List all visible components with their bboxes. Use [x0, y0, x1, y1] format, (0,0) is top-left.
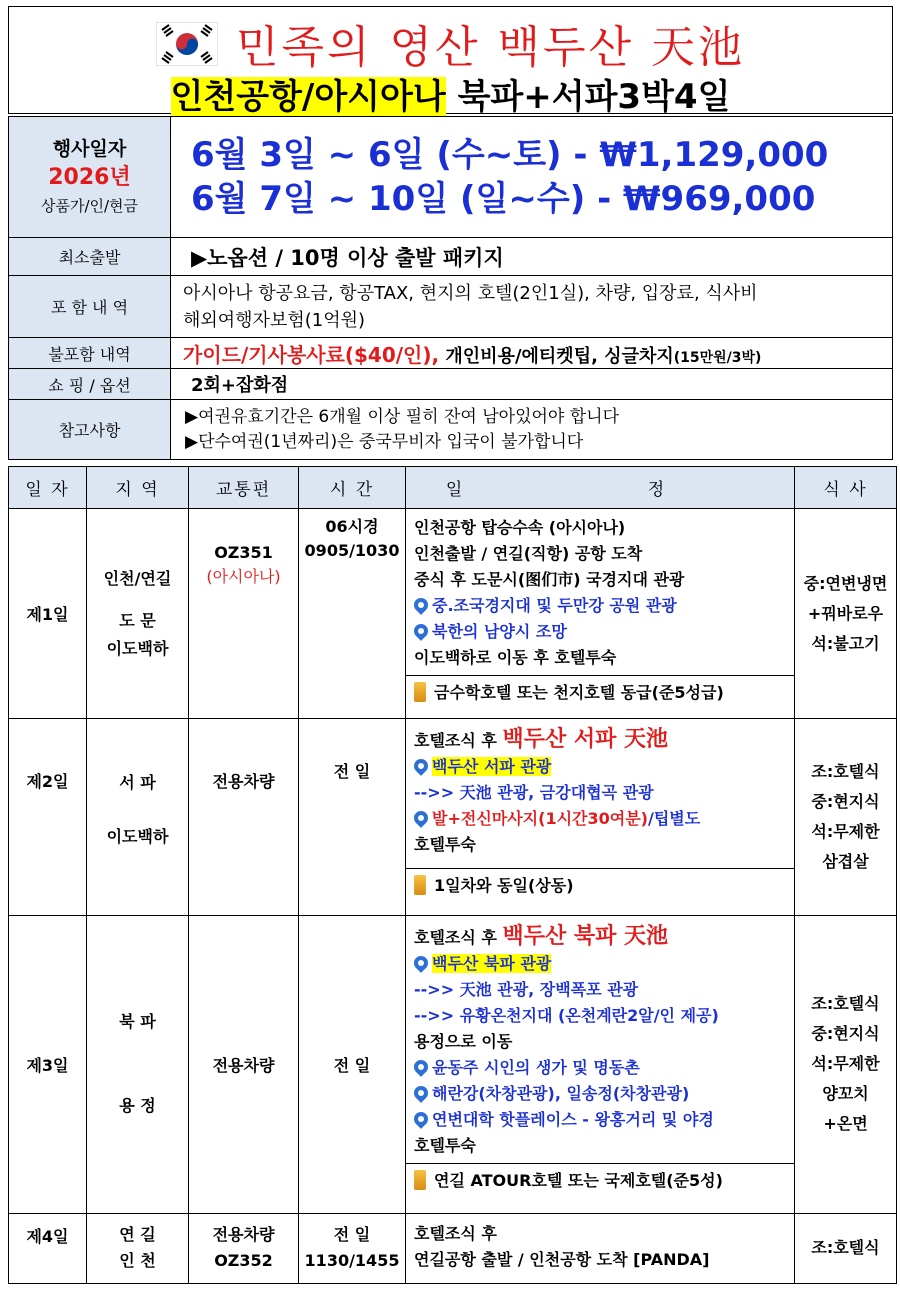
notes-row [9, 400, 893, 460]
day4-line-1: 호텔조식 후 [414, 1224, 497, 1244]
day3-sight-1: 윤동주 시인의 생가 및 명동촌 [432, 1057, 640, 1077]
notes-value [171, 400, 893, 460]
location-pin-icon [411, 595, 431, 615]
day4-transport-1: 전용차량 [212, 1225, 275, 1245]
day3-row [9, 915, 897, 1213]
day1-region-1: 인천/연길 [103, 568, 172, 588]
day2-meal-1: 조:호텔식 [811, 761, 880, 781]
day1-sight-1: 중.조국경지대 및 두만강 공원 관광 [432, 596, 677, 616]
date-row-1: 6월 3일 ~ 6일 (수~토) - ₩1,129,000 [191, 135, 829, 175]
hotel-icon [414, 1170, 426, 1190]
day3-sight-2: 해란강(차창관광), 일송정(차창관광) [432, 1083, 690, 1103]
day3-schedule [406, 915, 795, 1213]
excluded-rest: 개인비용/에티켓팁, 싱글차지 [445, 345, 674, 367]
subtitle-row [9, 69, 892, 118]
min-row [9, 238, 893, 276]
day3-meal-4: 양꼬치 [822, 1084, 869, 1104]
col-header-day: 일 자 [9, 467, 87, 509]
day1-schedule [406, 509, 795, 719]
day1-meals [795, 509, 897, 719]
day3-transport: 전용차량 [189, 915, 299, 1213]
day2-label: 제2일 [9, 719, 87, 915]
day4-meals: 조:호텔식 [795, 1213, 897, 1283]
day3-intro: 호텔조식 후 [414, 927, 497, 947]
day1-time [299, 509, 406, 719]
day4-label: 제4일 [9, 1213, 87, 1283]
day2-row [9, 719, 897, 915]
excluded-small: (15만원/3박) [673, 349, 762, 366]
day1-region-2: 도 문 [119, 610, 156, 630]
location-pin-icon [411, 621, 431, 641]
day2-intro-highlight: 백두산 서파 天池 [502, 727, 669, 753]
day3-meal-2: 중:현지식 [811, 1024, 880, 1044]
day2-region-1: 서 파 [119, 773, 156, 793]
included-value [171, 276, 893, 338]
day3-meal-5: +온면 [823, 1114, 868, 1134]
col-header-schedule: 일 정 [406, 467, 795, 509]
shopping-value: 2회+잡화점 [171, 369, 893, 400]
itinerary-header-row [9, 467, 897, 509]
excluded-red: 가이드/기사봉사료($40/인), [183, 342, 440, 367]
shopping-label: 쇼 핑 / 옵션 [9, 369, 171, 400]
location-pin-icon [411, 1057, 431, 1077]
day4-time [299, 1213, 406, 1283]
location-pin-icon [411, 1109, 431, 1129]
day1-time-2: 0905/1030 [304, 541, 400, 561]
note-line-1: ▶여권유효기간은 6개월 이상 필히 잔여 남아있어야 합니다 [185, 406, 620, 427]
notes-label: 참고사항 [9, 400, 171, 460]
itinerary-table [8, 466, 896, 1284]
day2-time: 전 일 [299, 719, 406, 915]
day1-region-3: 이도백하 [106, 638, 169, 658]
hotel-icon [414, 875, 426, 895]
day3-label: 제3일 [9, 915, 87, 1213]
day1-hotel: 금수학호텔 또는 천지호텔 동급(준5성급) [434, 683, 724, 703]
excluded-row [9, 338, 893, 369]
day1-row [9, 509, 897, 719]
day1-time-1: 06시경 [325, 517, 379, 537]
day2-arrow-line: -->> 天池 관광, 금강대협곡 관광 [414, 783, 654, 803]
day1-line-1: 인천공항 탑승수속 (아시아나) [414, 518, 626, 538]
day1-line-2: 인천출발 / 연길(직항) 공항 도착 [414, 544, 643, 564]
day2-massage: 발+전신마사지(1시간30여분) [432, 809, 648, 829]
location-pin-icon [411, 808, 431, 828]
day1-meal-2: +꿔바로우 [807, 603, 884, 623]
col-header-time: 시 간 [299, 467, 406, 509]
day2-intro: 호텔조식 후 [414, 731, 497, 751]
dates-row [9, 117, 893, 238]
day1-label: 제1일 [9, 509, 87, 719]
note-line-2: ▶단수여권(1년짜리)은 중국무비자 입국이 불가합니다 [185, 431, 584, 452]
title-banner [8, 6, 893, 117]
korea-flag-icon [156, 22, 218, 66]
day1-airline: (아시아나) [206, 567, 281, 587]
day2-meals [795, 719, 897, 915]
day1-sight-2: 북한의 남양시 조망 [432, 622, 567, 642]
day3-meal-3: 석:무제한 [811, 1054, 880, 1074]
included-label: 포 함 내 역 [9, 276, 171, 338]
day3-meal-1: 조:호텔식 [811, 994, 880, 1014]
day2-meal-4: 삼겹살 [822, 851, 869, 871]
location-pin-icon [411, 953, 431, 973]
dates-label [9, 117, 171, 238]
day4-schedule [406, 1213, 795, 1283]
day3-region [87, 915, 189, 1213]
included-line-2: 해외여행자보험(1억원) [183, 309, 365, 331]
day3-meals [795, 915, 897, 1213]
col-header-transport: 교통편 [189, 467, 299, 509]
included-line-1: 아시아나 항공요금, 항공TAX, 현지의 호텔(2인1실), 차량, 입장료, 식사비 [183, 282, 758, 304]
day4-time-2: 1130/1455 [304, 1251, 400, 1271]
day2-sight-highlight: 백두산 서파 관광 [432, 757, 552, 777]
day1-line-3: 중식 후 도문시(图们市) 국경지대 관광 [414, 570, 685, 590]
day2-line-last: 호텔투숙 [414, 835, 476, 855]
day4-region [87, 1213, 189, 1283]
day2-schedule [406, 719, 795, 915]
day2-region-2: 이도백하 [106, 827, 169, 847]
day2-hotel: 1일차와 동일(상동) [434, 876, 574, 896]
hotel-icon [414, 682, 426, 702]
subtitle-text: 북파+서파3박4일 [457, 77, 731, 117]
subtitle-highlight: 인천공항/아시아나 [170, 77, 446, 117]
location-pin-icon [411, 756, 431, 776]
day3-move-line: 용정으로 이동 [414, 1031, 513, 1051]
shopping-row [9, 369, 893, 400]
day2-meal-3: 석:무제한 [811, 821, 880, 841]
day1-meal-1: 중:연변냉면 [803, 573, 888, 593]
day4-line-2: 연길공항 출발 / 인천공항 도착 [PANDA] [414, 1250, 710, 1270]
day3-sight-highlight: 백두산 북파 관광 [432, 953, 552, 973]
day4-time-1: 전 일 [333, 1225, 371, 1245]
min-label: 최소출발 [9, 238, 171, 276]
day4-region-2: 인 천 [119, 1251, 156, 1271]
excluded-value [171, 338, 893, 369]
dates-label-1: 행사일자 [52, 138, 127, 160]
day4-transport [189, 1213, 299, 1283]
day1-line-last: 이도백하로 이동 후 호텔투숙 [414, 648, 617, 668]
day3-region-2: 용 정 [119, 1096, 156, 1116]
day3-time: 전 일 [299, 915, 406, 1213]
day2-transport: 전용차량 [189, 719, 299, 915]
day3-arrow-line-2: -->> 유황온천지대 (온천계란2알/인 제공) [414, 1005, 719, 1025]
day3-arrow-line-1: -->> 天池 관광, 장백폭포 관광 [414, 979, 639, 999]
location-pin-icon [411, 1083, 431, 1103]
day3-line-last: 호텔투숙 [414, 1135, 476, 1155]
dates-label-3: 상품가/인/현금 [40, 197, 139, 215]
dates-value [171, 117, 893, 238]
included-row [9, 276, 893, 338]
title-row [9, 11, 892, 75]
date-row-2: 6월 7일 ~ 10일 (일~수) - ₩969,000 [191, 179, 816, 219]
excluded-label: 불포함 내역 [9, 338, 171, 369]
page-title: 민족의 영산 백두산 天池 [236, 22, 745, 73]
day4-flight: OZ352 [214, 1251, 273, 1271]
day3-region-1: 북 파 [119, 1012, 156, 1032]
day1-flight: OZ351 [214, 543, 273, 563]
day3-hotel: 연길 ATOUR호텔 또는 국제호텔(준5성) [434, 1170, 723, 1190]
day3-intro-highlight: 백두산 북파 天池 [502, 923, 669, 949]
min-value: ▶노옵션 / 10명 이상 출발 패키지 [171, 238, 893, 276]
day4-region-1: 연 길 [119, 1225, 156, 1245]
info-table [8, 116, 893, 459]
day1-transport [189, 509, 299, 719]
day2-region [87, 719, 189, 915]
col-header-meals: 식 사 [795, 467, 897, 509]
day4-row [9, 1213, 897, 1283]
day2-meal-2: 중:현지식 [811, 791, 880, 811]
col-header-region: 지 역 [87, 467, 189, 509]
day3-sight-3: 연변대학 핫플레이스 - 왕홍거리 및 야경 [432, 1109, 714, 1129]
day1-region [87, 509, 189, 719]
dates-label-year: 2026년 [48, 165, 131, 190]
day2-tip-note: /팁별도 [648, 809, 701, 829]
day1-meal-3: 석:불고기 [811, 633, 880, 653]
